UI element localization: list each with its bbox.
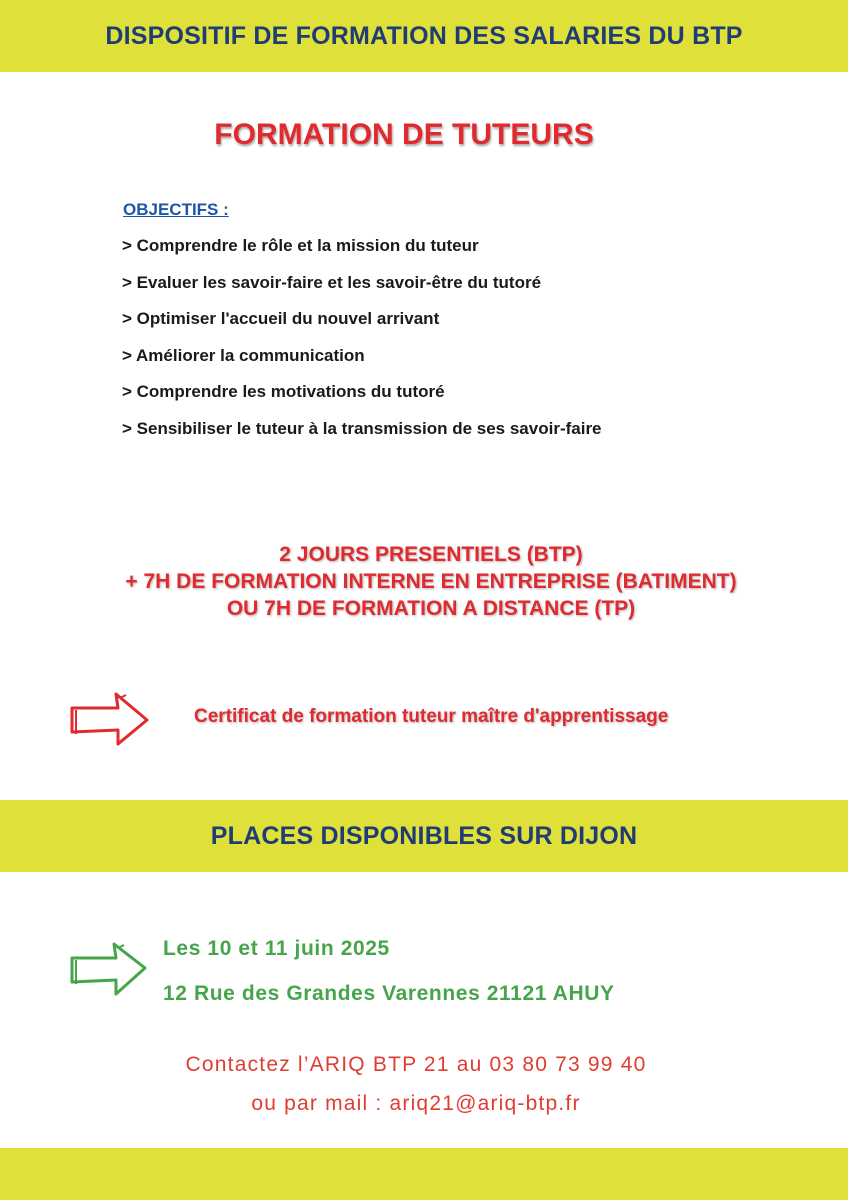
header-banner: [0, 0, 848, 72]
contact-email[interactable]: ou par mail : ariq21@ariq-btp.fr: [251, 1092, 581, 1115]
session-date: Les 10 et 11 juin 2025: [163, 937, 390, 960]
duration-line: + 7H DE FORMATION INTERNE EN ENTREPRISE (BATIMENT): [125, 570, 737, 593]
footer-banner: [0, 1148, 848, 1200]
list-item: > Optimiser l'accueil du nouvel arrivant: [122, 309, 440, 328]
duration-line: 2 JOURS PRESENTIELS (BTP): [279, 543, 583, 566]
list-item: > Comprendre les motivations du tutoré: [122, 382, 445, 401]
list-item: > Comprendre le rôle et la mission du tuteur: [122, 236, 479, 255]
list-item: > Sensibiliser le tuteur à la transmission de ses savoir-faire: [122, 418, 602, 438]
list-item: > Améliorer la communication: [122, 345, 365, 365]
places-banner: [0, 800, 848, 872]
right-arrow-icon: [68, 940, 148, 998]
objectifs-heading: OBJECTIFS :: [123, 200, 229, 219]
duration-line: OU 7H DE FORMATION A DISTANCE (TP): [226, 597, 636, 620]
duration-block: [0, 541, 848, 622]
contact-phone: Contactez l’ARIQ BTP 21 au 03 80 73 99 40: [185, 1053, 647, 1076]
certificat-text: Certificat de formation tuteur maître d'apprentissage: [194, 706, 669, 727]
page-title: FORMATION DE TUTEURS: [214, 118, 594, 151]
session-address: 12 Rue des Grandes Varennes 21121 AHUY: [163, 982, 615, 1005]
places-banner-text: PLACES DISPONIBLES SUR DIJON: [210, 821, 638, 850]
right-arrow-icon: [68, 690, 150, 748]
objectifs-list: [122, 234, 602, 453]
header-title: DISPOSITIF DE FORMATION DES SALARIES DU BTP: [105, 21, 743, 50]
list-item: > Evaluer les savoir-faire et les savoir-être du tutoré: [122, 272, 542, 292]
